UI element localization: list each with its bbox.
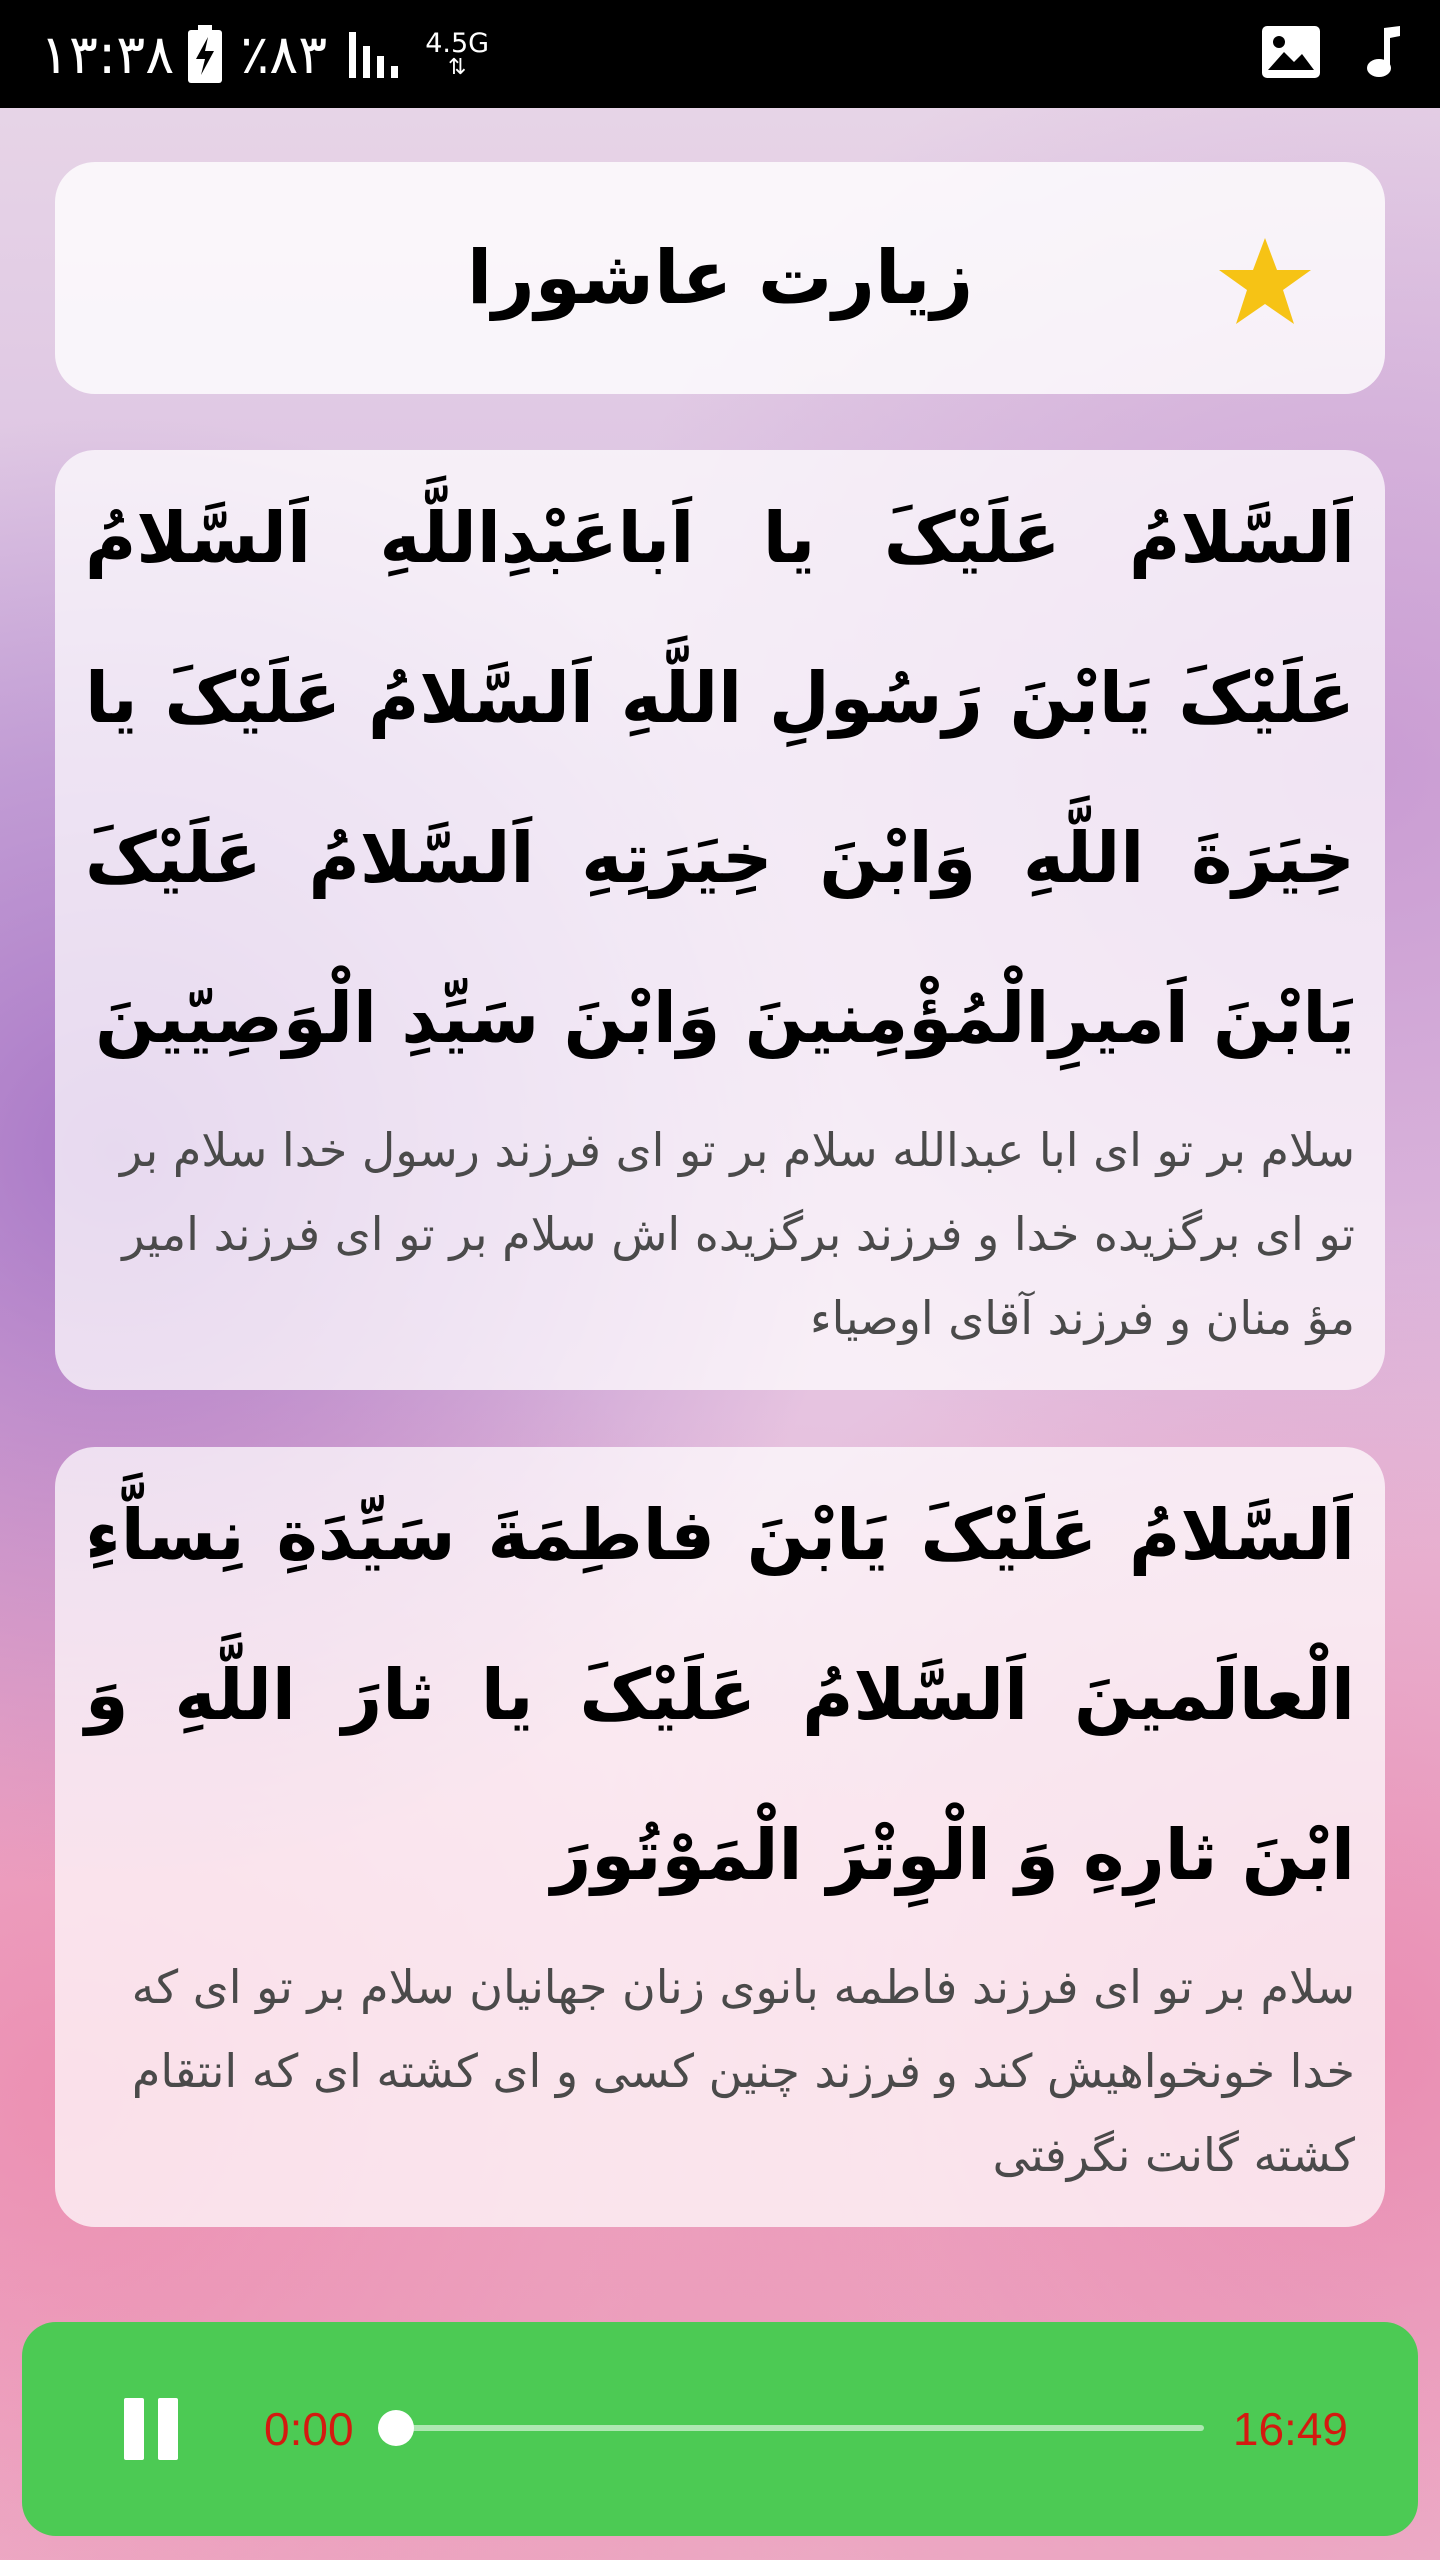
seek-bar[interactable] — [396, 2425, 1204, 2431]
arabic-text: اَلسَّلامُ عَلَيْکَ يا اَباعَبْدِاللَّهِ اَلسَّلامُ عَلَيْکَ يَابْنَ رَسُولِ اللَّهِ اَلسَّلامُ عَلَيْکَ يا خِيَرَةَ اللَّهِ وَابْنَ خِيَرَتِهِ اَلسَّلامُ عَلَيْکَ يَابْنَ اَميرِالْمُؤْمِنينَ وَابْنَ سَيِّدِ الْوَصِيّينَ — [85, 497, 1355, 1059]
current-time: 0:00 — [264, 2403, 354, 2455]
arabic-text: اَلسَّلامُ عَلَيْکَ يَابْنَ فاطِمَةَ سَيِّدَةِ نِساَّءِ الْعالَمينَ اَلسَّلامُ عَلَيْکَ يا ثارَ اللَّهِ وَ ابْنَ ثارِهِ وَ الْوِتْرَ الْمَوْتُورَ — [85, 1494, 1355, 1896]
pause-button[interactable] — [100, 2386, 204, 2472]
battery-charging-icon — [188, 25, 222, 83]
verse-content — [85, 1447, 1355, 2227]
image-icon — [1262, 26, 1320, 82]
persian-translation: سلام بر تو ای ابا عبدالله سلام بر تو ای فرزند رسول خدا سلام بر تو ای برگزیده خدا و فرزند برگزیده اش سلام بر تو ای فرزند امیر مؤ منان و فرزند آقای اوصیاء — [120, 1123, 1355, 1345]
audio-player — [22, 2322, 1418, 2536]
status-right-group — [1262, 0, 1400, 108]
status-time: ۱۳:۳۸ — [40, 22, 175, 86]
total-time: 16:49 — [1232, 2403, 1348, 2455]
verse-card — [55, 1447, 1385, 2227]
verse-card — [55, 450, 1385, 1390]
music-note-icon — [1366, 26, 1400, 82]
seek-thumb[interactable] — [378, 2410, 414, 2446]
title-card — [55, 162, 1385, 394]
data-arrows-icon: ⇅ — [447, 54, 467, 80]
network-type-label: 4.5G — [425, 27, 490, 59]
status-left-group — [40, 0, 489, 108]
verse-content — [85, 450, 1355, 1390]
page-title: زیارت عاشورا — [466, 235, 974, 321]
signal-icon — [345, 26, 415, 82]
persian-translation: سلام بر تو ای فرزند فاطمه بانوی زنان جهانیان سلام بر تو ای که خدا خونخواهیش کند و فرزند چنین کسی و ای کشته ای که انتقام کشته گانت نگرفتی — [131, 1960, 1355, 2182]
status-bar — [0, 0, 1440, 108]
star-icon[interactable] — [1215, 232, 1315, 332]
network-type — [425, 27, 490, 80]
battery-percentage: ٪۸۳ — [240, 22, 328, 86]
